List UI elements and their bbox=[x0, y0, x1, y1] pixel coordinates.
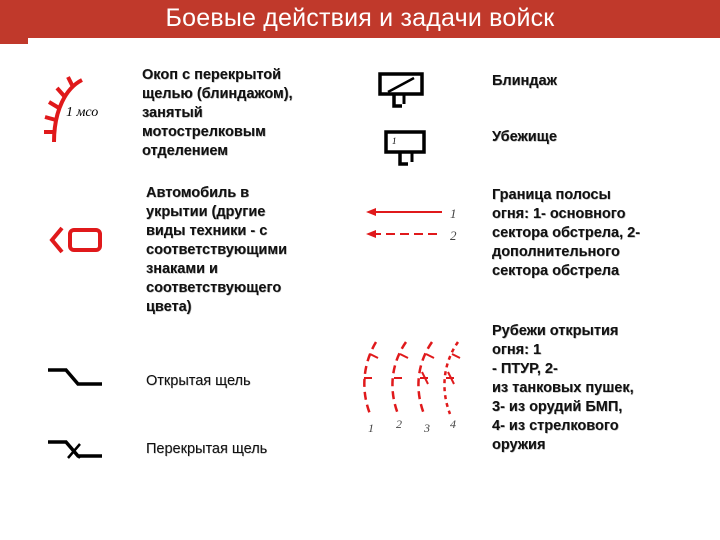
fire-lines-arcs-icon bbox=[340, 328, 470, 440]
fire-sector-label: Граница полосы огня: 1- основного сектора обстрела, 2- дополнительного сектора обстрела bbox=[492, 187, 641, 279]
trench-symbol-text: 1 мсо bbox=[66, 105, 99, 120]
vehicle-label: Автомобиль в укрытии (другие виды техники - с соответствующими знаками и соответствующего цвета) bbox=[146, 185, 287, 315]
title-bar bbox=[0, 0, 720, 38]
fire-sector-lines-icon bbox=[362, 200, 472, 248]
covered-slit-icon bbox=[46, 436, 106, 466]
trench-symbol-icon bbox=[40, 70, 135, 150]
open-slit-icon bbox=[46, 362, 106, 392]
fire-line-1-label: 1 bbox=[368, 421, 374, 435]
title-accent bbox=[0, 38, 28, 44]
dugout-icon bbox=[374, 70, 434, 115]
dugout-label: Блиндаж bbox=[492, 73, 557, 89]
fire-line-3-label: 3 bbox=[424, 421, 430, 435]
vehicle-symbol-icon bbox=[48, 222, 108, 262]
fire-sector-line-2-label: 2 bbox=[450, 228, 457, 243]
fire-lines-label: Рубежи открытия огня: 1 - ПТУР, 2- из танковых пушек, 3- из орудий БМП, 4- из стрелкового оружия bbox=[492, 323, 634, 453]
covered-slit-label: Перекрытая щель bbox=[146, 441, 268, 457]
trench-label: Окоп с перекрытой щелью (блиндажом), занятый мотострелковым отделением bbox=[142, 67, 293, 159]
shelter-label: Убежище bbox=[492, 129, 557, 145]
shelter-symbol-text: 1 bbox=[392, 136, 397, 146]
fire-line-4-label: 4 bbox=[450, 417, 456, 431]
fire-line-2-label: 2 bbox=[396, 417, 402, 431]
page-title: Боевые действия и задачи войск bbox=[165, 4, 555, 32]
shelter-icon bbox=[380, 128, 440, 173]
fire-sector-line-1-label: 1 bbox=[450, 206, 457, 221]
open-slit-label: Открытая щель bbox=[146, 373, 251, 389]
